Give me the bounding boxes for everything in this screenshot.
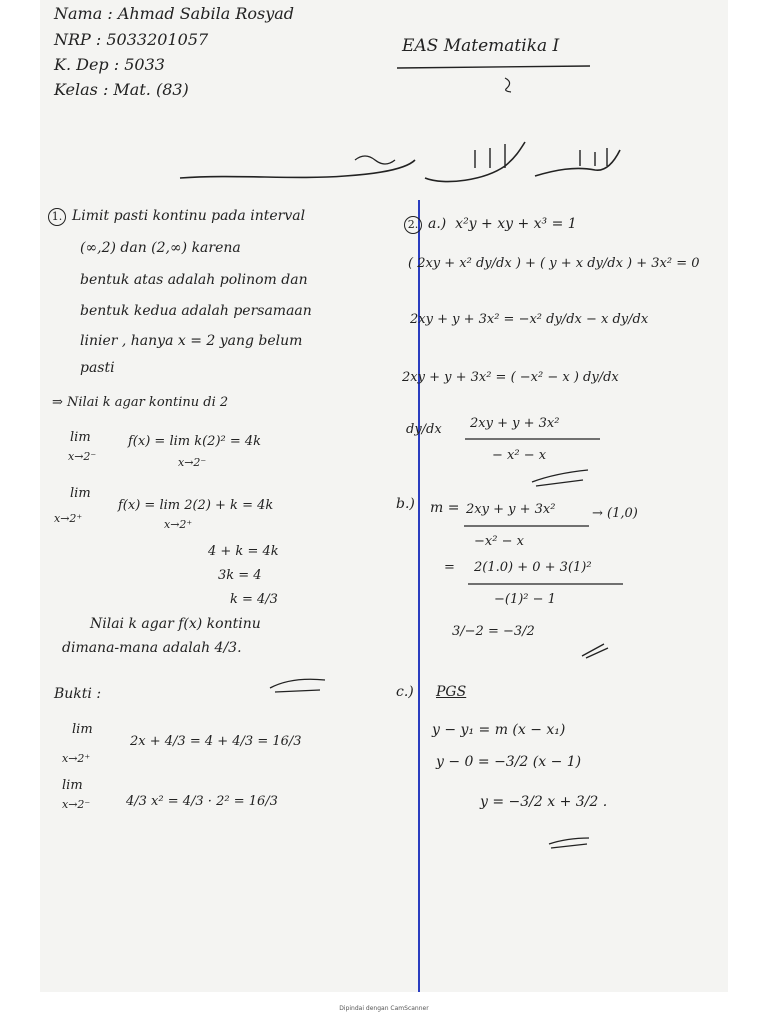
q1-eq3: k = 4/3 [230, 592, 278, 607]
q1-text-line6: pasti [80, 360, 115, 376]
q2-b-fraction-bar2 [468, 582, 628, 586]
q2-b-label: b.) [396, 496, 415, 512]
title-underline [395, 60, 595, 100]
q1-eq2: 3k = 4 [218, 568, 262, 583]
q2-a-heading: 2. a.) x²y + xy + x³ = 1 [404, 216, 577, 234]
q2-b-m: m = [430, 500, 460, 516]
q2-number: 2. [404, 216, 422, 234]
q1-conclusion-line2: dimana-mana adalah 4/3. [62, 640, 242, 656]
q1-number: 1. [48, 208, 66, 226]
q2-a-denominator: − x² − x [492, 448, 547, 463]
q1-conclusion-line1: Nilai k agar f(x) kontinu [90, 616, 261, 632]
q2-b-point: → (1,0) [592, 506, 638, 521]
q1-k-intro: ⇒ Nilai k agar kontinu di 2 [52, 395, 229, 410]
scanner-footer: Dipindai dengan CamScanner [339, 1005, 429, 1012]
q1-bukti2-lim: lim [62, 778, 83, 793]
scanned-page [40, 0, 728, 992]
q1-text-line4: bentuk kedua adalah persamaan [80, 303, 312, 319]
q2-a-line3: 2xy + y + 3x² = ( −x² − x ) dy/dx [402, 370, 619, 385]
q1-bukti-label: Bukti : [54, 686, 102, 702]
bismillah-calligraphy [175, 130, 625, 200]
q1-lim-right-sub2: x→2⁺ [164, 518, 193, 531]
q1-text-line3: bentuk atas adalah polinom dan [80, 272, 308, 288]
q1-bukti1-lim: lim [72, 722, 93, 737]
q1-lim-right-sub: x→2⁺ [54, 512, 83, 525]
q2-a-numerator: 2xy + y + 3x² [470, 416, 560, 431]
q1-lim-left-sub2: x→2⁻ [178, 456, 207, 469]
exam-title: EAS Matematika I [402, 36, 560, 56]
q1-eq1: 4 + k = 4k [208, 544, 279, 559]
q2-c-line3: y = −3/2 x + 3/2 . [480, 794, 608, 810]
q2-b-result: 3/−2 = −3/2 [452, 624, 535, 639]
q2-a-line2: 2xy + y + 3x² = −x² dy/dx − x dy/dx [410, 312, 649, 327]
q1-lim-right-expr: f(x) = lim 2(2) + k = 4k [118, 498, 274, 513]
q2-c-label: c.) [396, 684, 414, 700]
q2-c-line1: y − y₁ = m (x − x₁) [432, 722, 566, 738]
q2-b-numerator: 2xy + y + 3x² [466, 502, 556, 517]
q2-a-end-mark [528, 468, 598, 488]
student-class: Kelas : Mat. (83) [54, 80, 189, 99]
q2-b-numerator2: 2(1.0) + 0 + 3(1)² [474, 560, 592, 575]
student-name: Nama : Ahmad Sabila Rosyad [54, 4, 295, 23]
q1-bukti1-expr: 2x + 4/3 = 4 + 4/3 = 16/3 [130, 734, 302, 749]
q1-lim-right-label: lim [70, 486, 91, 501]
q1-text-line1: 1. Limit pasti kontinu pada interval [48, 208, 305, 226]
student-nrp: NRP : 5033201057 [54, 30, 209, 49]
q2-c-title: PGS [436, 684, 467, 700]
q2-b-denominator: −x² − x [474, 534, 524, 549]
q2-a-line1: ( 2xy + x² dy/dx ) + ( y + x dy/dx ) + 3x² = 0 [408, 256, 700, 271]
q2-c-end-mark [545, 834, 605, 854]
q2-a-dydx: dy/dx [406, 422, 442, 437]
q1-lim-left-sub: x→2⁻ [68, 450, 97, 463]
q1-text-line2: (∞,2) dan (2,∞) karena [80, 240, 241, 256]
q1-text-line5: linier , hanya x = 2 yang belum [80, 333, 303, 349]
q2-b-end-mark [580, 640, 610, 660]
q1-end-mark [265, 676, 335, 696]
q1-bukti1-sub: x→2⁺ [62, 752, 91, 765]
q2-b-equals: = [444, 560, 455, 575]
q1-lim-left-expr: f(x) = lim k(2)² = 4k [128, 434, 262, 449]
student-department: K. Dep : 5033 [54, 55, 165, 74]
q2-b-fraction-bar1 [464, 524, 594, 528]
q1-bukti2-sub: x→2⁻ [62, 798, 91, 811]
q2-c-line2: y − 0 = −3/2 (x − 1) [436, 754, 582, 770]
q2-a-fraction-bar [465, 437, 605, 441]
q1-bukti2-expr: 4/3 x² = 4/3 · 2² = 16/3 [126, 794, 278, 809]
q1-lim-left-label: lim [70, 430, 91, 445]
q2-b-denominator2: −(1)² − 1 [494, 592, 556, 607]
